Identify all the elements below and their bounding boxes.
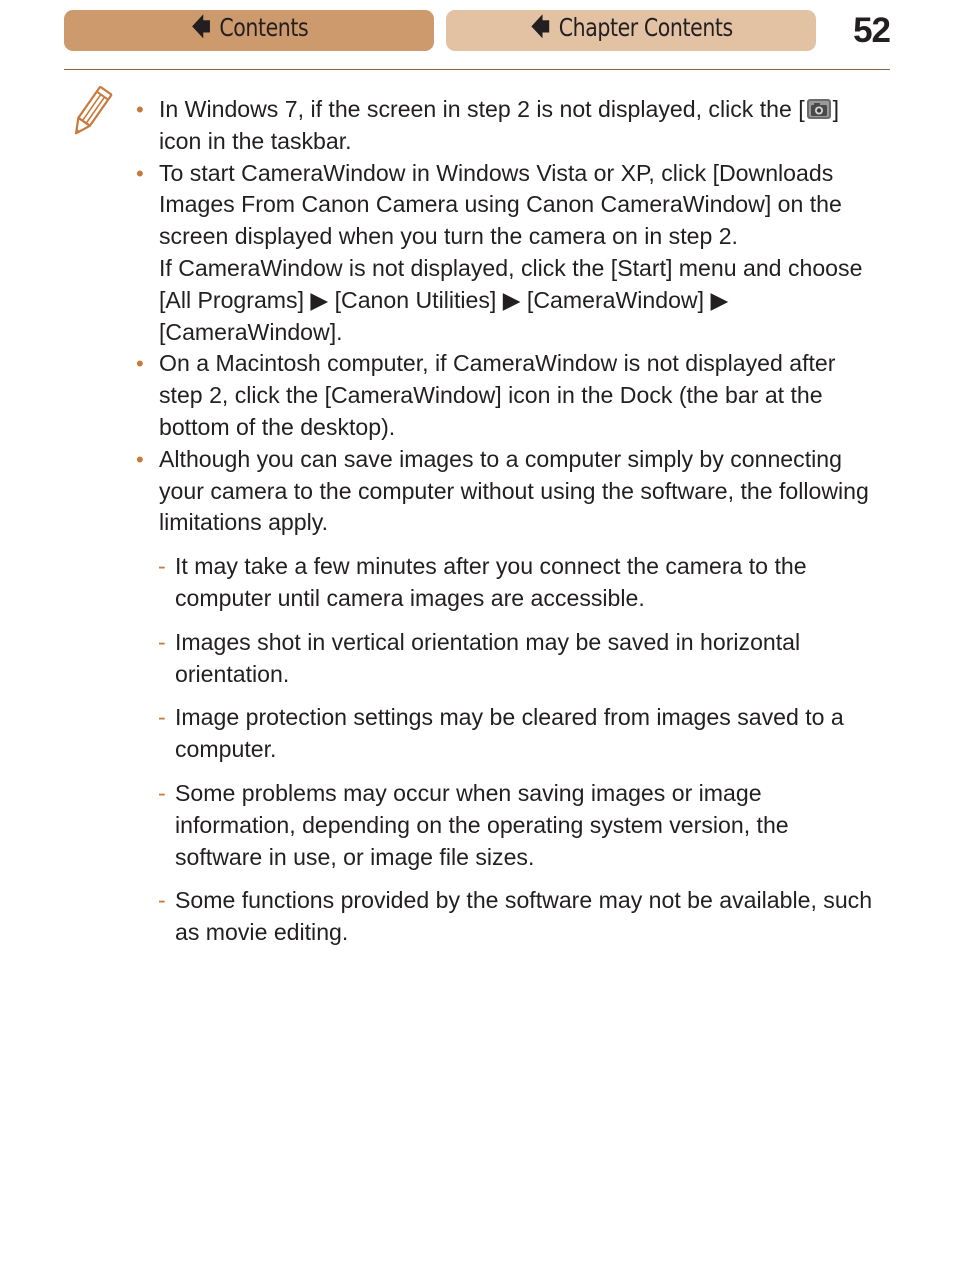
list-item: • To start CameraWindow in Windows Vista or XP, click [Downloads Images From Canon Camera using Canon CameraWindow] on the screen displayed when you turn the camera on in step 2. If CameraWindow is not displayed, click the [Start] menu and choose [All Programs] ▶ [Canon Utilities] ▶ [CameraWindow] ▶ [CameraWindow]. bbox=[136, 159, 863, 345]
limitation-item: - Some functions provided by the software may not be available, such as movie editing. bbox=[158, 887, 873, 946]
limitation-item: - Some problems may occur when saving images or image information, depending on the operating system version, the software in use, or image file sizes. bbox=[158, 779, 789, 870]
list-item: • On a Macintosh computer, if CameraWindow is not displayed after step 2, click the [CameraWindow] icon in the Dock (the bar at the bottom of the desktop). bbox=[136, 350, 836, 440]
page-number: 52 bbox=[853, 11, 890, 50]
note-content bbox=[136, 94, 882, 949]
limitation-item: - Image protection settings may be cleared from images saved to a computer. bbox=[158, 704, 844, 763]
chapter-contents-button[interactable] bbox=[446, 10, 816, 51]
dash-mark: - bbox=[158, 779, 166, 806]
dash-mark: - bbox=[158, 887, 166, 914]
camera-icon bbox=[806, 98, 832, 120]
list-item: • In Windows 7, if the screen in step 2 is not displayed, click the [ ] icon in the taskbar. bbox=[136, 96, 840, 154]
bullet-mark: • bbox=[136, 97, 144, 122]
contents-button[interactable] bbox=[64, 10, 434, 51]
pencil-icon bbox=[68, 84, 114, 140]
bullet-mark: • bbox=[136, 160, 144, 186]
bullet-mark: • bbox=[136, 351, 144, 377]
list-item: • Although you can save images to a computer simply by connecting your camera to the computer without using the software, the following limitations apply. bbox=[136, 445, 869, 536]
header-divider bbox=[64, 69, 890, 70]
back-arrow-icon: 🡄 bbox=[530, 12, 550, 43]
bullet-mark: • bbox=[136, 446, 144, 472]
dash-mark: - bbox=[158, 553, 166, 580]
contents-label: Contents bbox=[219, 12, 309, 42]
chapter-contents-label: Chapter Contents bbox=[558, 12, 733, 42]
limitation-item: - It may take a few minutes after you connect the camera to the computer until camera images are accessible. bbox=[158, 553, 807, 611]
dash-mark: - bbox=[158, 628, 166, 655]
dash-mark: - bbox=[158, 704, 166, 731]
back-arrow-icon: 🡄 bbox=[190, 12, 211, 43]
limitation-item: - Images shot in vertical orientation may be saved in horizontal orientation. bbox=[158, 628, 801, 687]
